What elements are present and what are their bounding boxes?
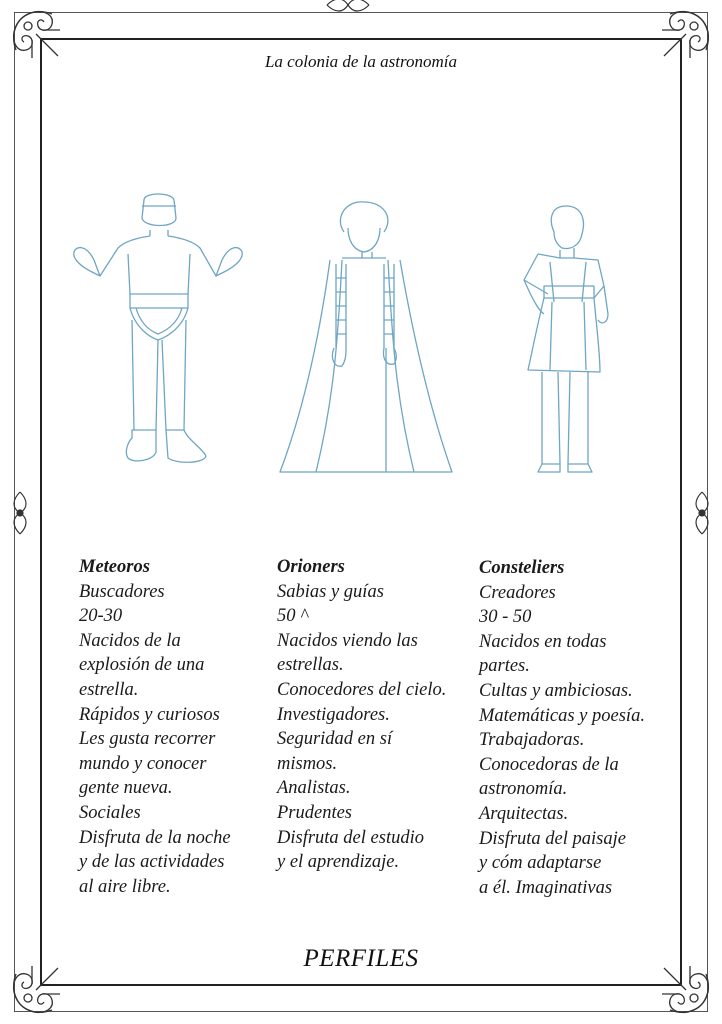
column-line: Creadores bbox=[479, 582, 556, 603]
column-meteoros bbox=[79, 555, 231, 899]
column-line: astronomía. bbox=[479, 779, 568, 800]
column-line: Disfruta del estudio bbox=[277, 827, 424, 848]
column-line: estrella. bbox=[79, 679, 139, 700]
column-line: Les gusta recorrer bbox=[79, 729, 216, 750]
column-lines bbox=[277, 580, 446, 875]
column-line: Buscadores bbox=[79, 581, 165, 602]
column-line: y el aprendizaje. bbox=[277, 852, 400, 873]
column-line: Nacidos de la bbox=[79, 630, 181, 651]
column-line: Rápidos y curiosos bbox=[79, 704, 220, 725]
column-consteliers bbox=[479, 556, 645, 900]
column-line: Prudentes bbox=[277, 802, 353, 823]
column-line: y de las actividades bbox=[79, 852, 225, 873]
side-ornament-right bbox=[690, 490, 714, 536]
column-line: 30 - 50 bbox=[479, 607, 532, 628]
column-line: 20-30 bbox=[79, 606, 123, 627]
column-line: Trabajadoras. bbox=[479, 730, 585, 751]
column-line: Matemáticas y poesía. bbox=[479, 705, 645, 726]
column-lines bbox=[479, 581, 645, 901]
column-line: mundo y conocer bbox=[79, 753, 207, 774]
column-line: partes. bbox=[479, 656, 530, 677]
column-line: explosión de una bbox=[79, 655, 205, 676]
column-line: Analistas. bbox=[277, 778, 351, 799]
column-line: Cultas y ambiciosas. bbox=[479, 680, 633, 701]
consteliers-figure bbox=[508, 202, 620, 478]
column-line: Investigadores. bbox=[277, 704, 390, 725]
top-ornament bbox=[325, 0, 371, 17]
column-heading: Consteliers bbox=[479, 558, 565, 578]
column-line: Conocedoras de la bbox=[479, 754, 619, 775]
side-ornament-left bbox=[8, 490, 32, 536]
column-line: Seguridad en sí bbox=[277, 729, 393, 750]
page-footer-title: PERFILES bbox=[303, 945, 419, 972]
column-heading: Meteoros bbox=[79, 557, 150, 577]
page-title: La colonia de la astronomía bbox=[264, 52, 458, 71]
column-line: y cóm adaptarse bbox=[479, 853, 602, 874]
column-lines bbox=[79, 580, 231, 900]
column-line: Arquitectas. bbox=[479, 803, 569, 824]
column-orioners bbox=[277, 555, 446, 875]
column-line: Conocedores del cielo. bbox=[277, 679, 447, 700]
orioners-figure bbox=[276, 198, 456, 480]
column-line: 50 ^ bbox=[277, 606, 308, 627]
column-line: Disfruta de la noche bbox=[79, 827, 231, 848]
column-line: Disfruta del paisaje bbox=[479, 828, 626, 849]
column-line: gente nueva. bbox=[79, 778, 173, 799]
column-line: Sociales bbox=[79, 802, 141, 823]
column-line: al aire libre. bbox=[79, 876, 171, 897]
column-line: Sabias y guías bbox=[277, 581, 384, 602]
column-line: Nacidos viendo las bbox=[277, 630, 418, 651]
meteoros-figure bbox=[66, 190, 246, 470]
column-line: a él. Imaginativas bbox=[479, 877, 613, 898]
column-heading: Orioners bbox=[277, 557, 345, 577]
column-line: mismos. bbox=[277, 753, 338, 774]
column-line: Nacidos en todas bbox=[479, 631, 607, 652]
column-line: estrellas. bbox=[277, 655, 344, 676]
